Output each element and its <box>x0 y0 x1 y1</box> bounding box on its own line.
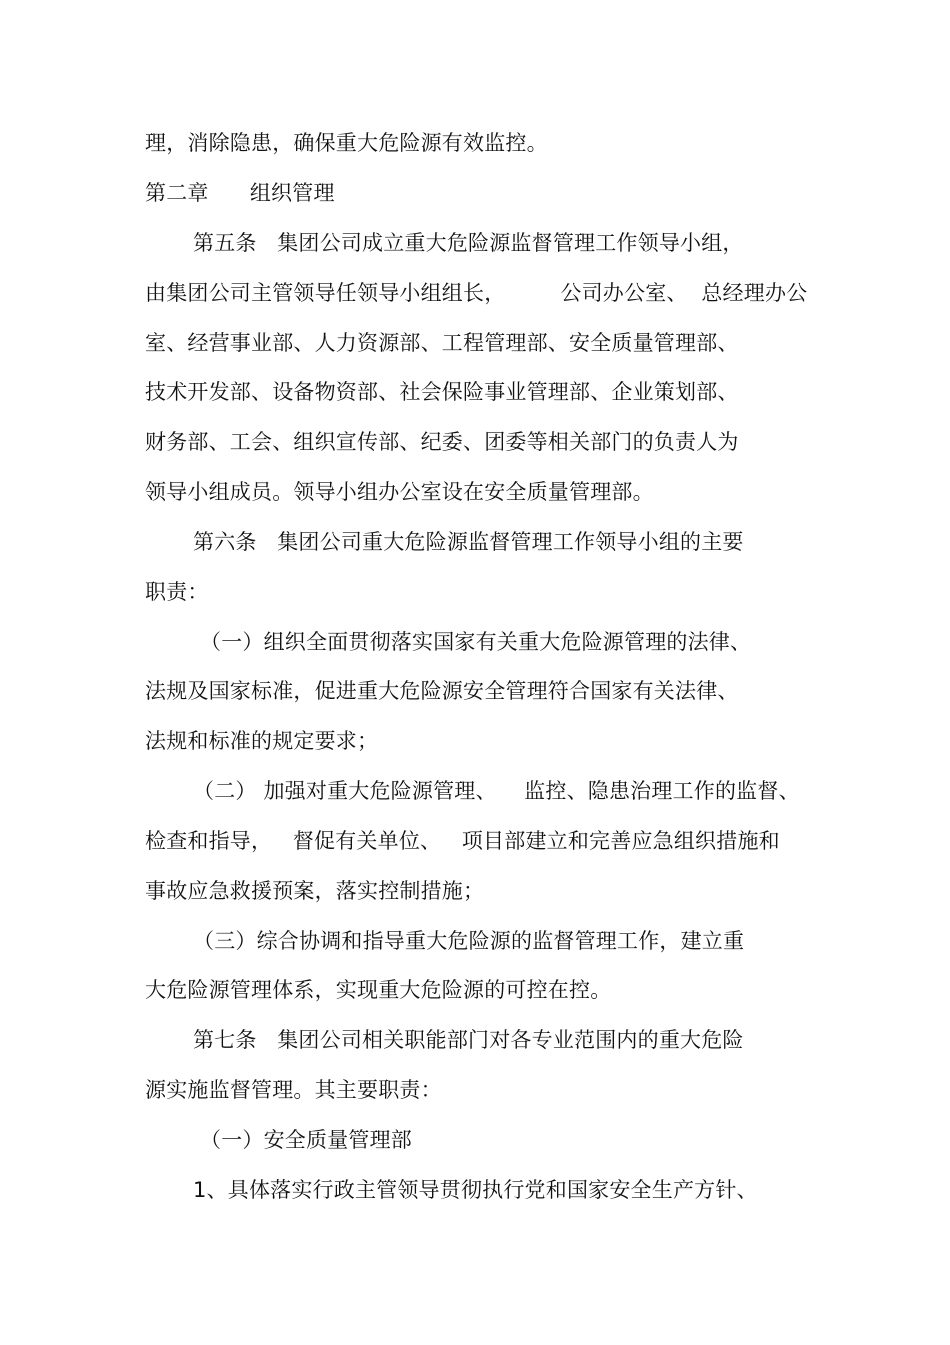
text-line: 法规和标准的规定要求； <box>145 729 379 753</box>
list-item-3: （三）综合协调和指导重大危险源的监督管理工作，建立重 <box>193 929 745 953</box>
article-7-line: 第七条 集团公司相关职能部门对各专业范围内的重大危险 <box>193 1028 744 1052</box>
list-item-2: （二） 加强对重大危险源管理、 监控、隐患治理工作的监督、 <box>193 779 800 803</box>
numbered-item-1: 1、具体落实行政主管领导贯彻执行党和国家安全生产方针、 <box>193 1178 758 1202</box>
text-line: 检查和指导， 督促有关单位、 项目部建立和完善应急组织措施和 <box>145 829 780 853</box>
text-line: 事故应急救援预案，落实控制措施； <box>145 879 485 903</box>
text-line: 领导小组成员。领导小组办公室设在安全质量管理部。 <box>145 480 654 504</box>
list-item-1: （一）组织全面贯彻落实国家有关重大危险源管理的法律、 <box>200 630 752 654</box>
text-line: 财务部、工会、组织宣传部、纪委、团委等相关部门的负责人为 <box>145 430 739 454</box>
text-line: 法规及国家标准，促进重大危险源安全管理符合国家有关法律、 <box>145 679 739 703</box>
text-line: 室、经营事业部、人力资源部、工程管理部、安全质量管理部、 <box>145 331 739 355</box>
chapter-heading: 第二章 组织管理 <box>145 181 335 205</box>
article-5-line: 第五条 集团公司成立重大危险源监督管理工作领导小组， <box>193 231 744 255</box>
article-6-line: 第六条 集团公司重大危险源监督管理工作领导小组的主要 <box>193 530 744 554</box>
text-line: 理，消除隐患，确保重大危险源有效监控。 <box>145 131 548 155</box>
text-line: 由集团公司主管领导任领导小组组长， 公司办公室、 总经理办公 <box>145 281 808 305</box>
text-line: 大危险源管理体系，实现重大危险源的可控在控。 <box>145 978 612 1002</box>
text-line: 职责： <box>145 580 209 604</box>
section-heading: （一）安全质量管理部 <box>200 1128 412 1152</box>
text-line: 技术开发部、设备物资部、社会保险事业管理部、企业策划部、 <box>145 380 739 404</box>
text-line: 源实施监督管理。其主要职责： <box>145 1078 442 1102</box>
